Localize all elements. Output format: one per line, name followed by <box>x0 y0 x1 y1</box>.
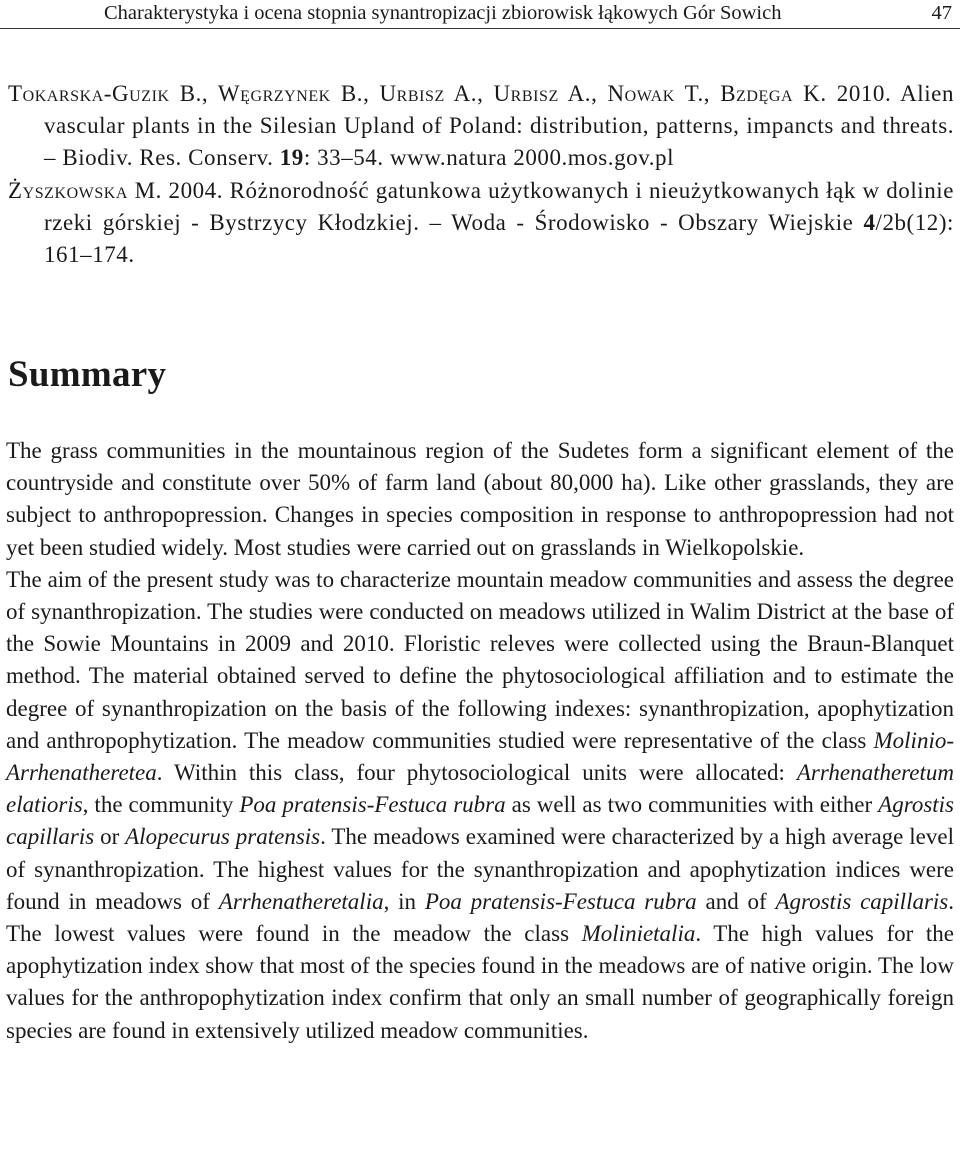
page-number: 47 <box>931 2 952 24</box>
running-header <box>0 0 960 29</box>
summary-paragraph: The grass communities in the mountainous region of the Sudetes form a significant element of the countryside and constitute over 50% of farm land (about 80,000 ha). Like other grasslands, they are subject to anthropopression. Changes in species composition in response to anthropopression had not yet been studied widely. Most studies were carried out on grasslands in Wielkopolskie. <box>6 438 954 560</box>
summary-text: as well as two communities with either <box>505 792 879 818</box>
reference-volume: 19 <box>279 145 304 171</box>
summary-paragraph <box>6 564 954 1047</box>
taxon-name: Molinietalia <box>581 921 696 947</box>
reference-pages: /2b(12): 161–174. <box>44 209 954 268</box>
taxon-name: Arrhenatheretum elatioris <box>6 760 954 818</box>
summary-text: . The meadows examined were characterized by a high average level of synanthropization. The highest values for the synanthropization and apophytization indices were found in meadows of <box>6 824 954 914</box>
taxon-name: Alopecurus pratensis <box>125 824 321 850</box>
summary-text: and of <box>696 888 776 914</box>
reference-authors: Tokarska-Guzik B., Węgrzynek B., Urbisz A., Urbisz A., Nowak T., Bzdęga K. <box>8 81 827 106</box>
taxon-name: Poa pratensis-Festuca rubra <box>424 888 697 914</box>
reference-pages: : 33–54. www.natura 2000.mos.gov.pl <box>303 145 675 171</box>
reference-volume: 4 <box>863 209 876 235</box>
taxon-name: Agrostis capillaris <box>775 888 949 914</box>
taxon-name: Poa pratensis-Festuca rubra <box>239 792 506 818</box>
reference-title: 2010. Alien vascular plants in the Silesian Upland of Poland: distribution, patterns, impancts and threats. – Biodiv. Res. Conserv. <box>44 81 954 171</box>
summary-text: . The lowest values were found in the meadow the class <box>6 888 954 947</box>
summary-text: . The high values for the apophytization index show that most of the species found in the meadows are of native origin. The low values for the anthropophytization index confirm that only an small number of geographically foreign species are found in extensively utilized meadow communities. <box>6 921 954 1043</box>
summary-body <box>6 435 954 1047</box>
running-title: Charakterystyka i ocena stopnia synantropizacji zbiorowisk łąkowych Gór Sowich <box>104 2 782 24</box>
summary-text: . Within this class, four phytosociological units were allocated: <box>156 760 797 786</box>
taxon-name: Molinio-Arrhenatheretea <box>6 727 954 786</box>
summary-text: The aim of the present study was to characterize mountain meadow communities and assess the degree of synanthropization. The studies were conducted on meadows utilized in Walim District at the base of the Sowie Mountains in 2009 and 2010. Floristic releves were collected using the Braun-Blanquet method. The material obtained served to define the phytosociological affiliation and to estimate the degree of synanthropization on the basis of the following indexes: synanthropization, apophytization and anthropophytization. The meadow communities studied were representative of the class <box>6 566 954 753</box>
reference-entry <box>8 175 954 272</box>
summary-text: , the community <box>82 792 240 818</box>
summary-heading: Summary <box>8 354 167 395</box>
summary-text: or <box>94 824 126 850</box>
taxon-name: Agrostis capillaris <box>6 792 954 850</box>
reference-authors: Żyszkowska M. <box>8 177 162 203</box>
reference-entry <box>8 78 954 175</box>
reference-list <box>8 78 954 271</box>
taxon-name: Arrhenatheretalia <box>218 888 384 914</box>
reference-title: 2004. Różnorodność gatunkowa użytkowanych i nieużytkowanych łąk w dolinie rzeki górskiej - Bystrzycy Kłodzkiej. – Woda - Środowisko - Obszary Wiejskie <box>44 177 954 235</box>
summary-text: , in <box>383 888 425 914</box>
